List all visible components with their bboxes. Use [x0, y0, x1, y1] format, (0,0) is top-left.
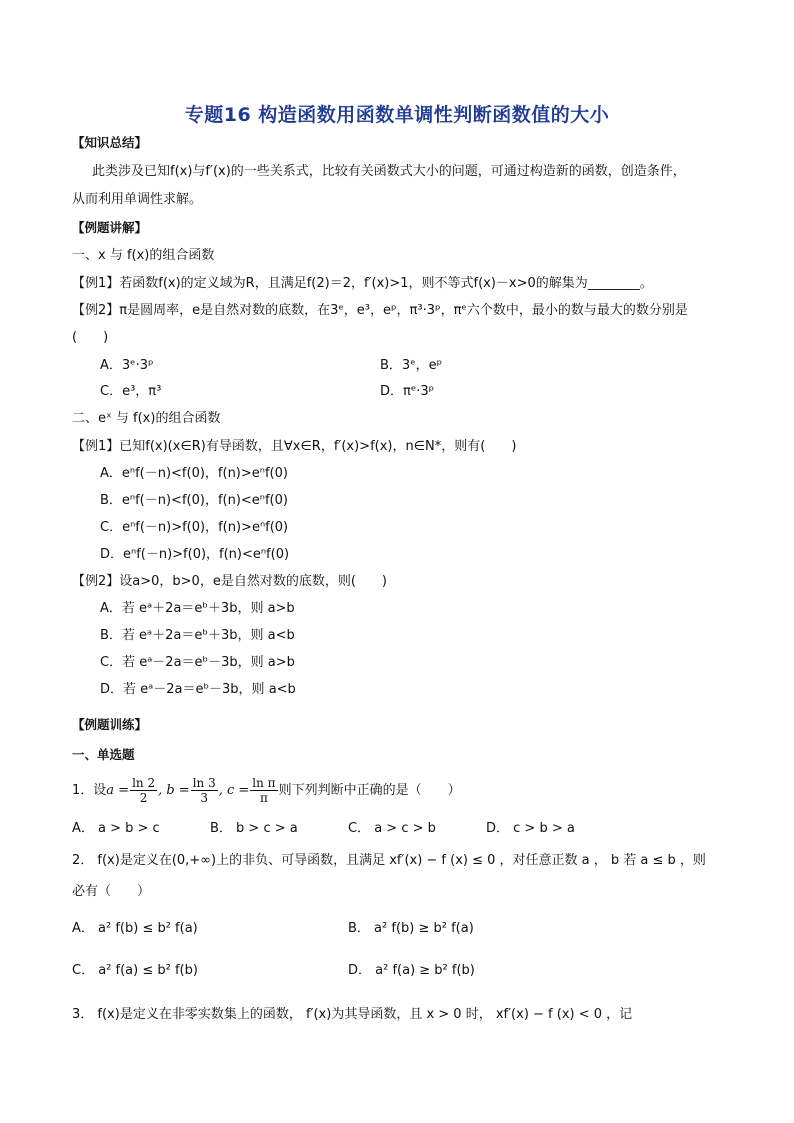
part2-example2: 【例2】设a>0，b>0，e是自然对数的底数，则( )	[72, 574, 387, 589]
q1-option-a: A． a > b > c	[72, 821, 160, 836]
question-2-line1: 2． f(x)是定义在(0,+∞)上的非负、可导函数，且满足 xf′(x) − f (x) ≤ 0 ，对任意正数 a ， b 若 a ≤ b ，则	[72, 853, 706, 868]
q1-option-c: C． a > c > b	[348, 821, 436, 836]
part2-example1: 【例1】已知f(x)(x∈R)有导函数，且∀x∈R，f′(x)>f(x)，n∈N*，则有( )	[72, 439, 517, 454]
single-choice-heading: 一、单选题	[72, 747, 135, 762]
part1-example2-line1: 【例2】π是圆周率，e是自然对数的底数，在3ᵉ，e³，eᵖ，π³·3ᵖ，πᵉ六个数中，最小的数与最大的数分别是	[72, 303, 688, 318]
part1-example1: 【例1】若函数f(x)的定义域为R，且满足f(2)＝2，f′(x)>1，则不等式f(x)－x>0的解集为________。	[72, 276, 653, 291]
part2-ex1-option-c: C．eⁿf(－n)>f(0)，f(n)>eⁿf(0)	[100, 520, 289, 535]
q1-b-label: , b =	[158, 783, 190, 798]
part2-ex2-option-c: C．若 eᵃ－2a＝eᵇ－3b，则 a>b	[100, 655, 295, 670]
part1-option-b: B．3ᵉ，eᵖ	[380, 358, 443, 373]
q1-b-numerator: ln 3	[192, 776, 216, 790]
page-title: 专题16 构造函数用函数单调性判断函数值的大小	[184, 104, 610, 126]
question-3-line1: 3． f(x)是定义在非零实数集上的函数， f′(x)为其导函数，且 x > 0 时， xf′(x) − f (x) < 0 ，记	[72, 1007, 633, 1022]
part2-heading: 二、eˣ 与 f(x)的组合函数	[72, 411, 221, 426]
q1-option-b: B． b > c > a	[210, 821, 298, 836]
question-2-line2: 必有（ ）	[72, 884, 151, 899]
training-heading: 【例题训练】	[72, 717, 148, 732]
q1-c-fraction	[250, 776, 277, 805]
q1-a-denominator: 2	[139, 791, 148, 805]
q1-c-label: , c =	[218, 783, 250, 798]
q1-b-fraction	[191, 776, 218, 805]
part1-example2-line2: ( )	[72, 330, 109, 345]
q1-a-label: a =	[106, 783, 130, 798]
question-1-stem	[72, 775, 461, 809]
part2-ex1-option-a: A．eⁿf(－n)<f(0)，f(n)>eⁿf(0)	[100, 466, 288, 481]
part1-option-d: D．πᵉ·3ᵖ	[380, 384, 435, 399]
q1-b-denominator: 3	[200, 791, 209, 805]
examples-heading: 【例题讲解】	[72, 220, 148, 235]
q1-suffix: 则下列判断中正确的是（ ）	[278, 783, 461, 798]
summary-text-line2: 从而利用单调性求解。	[72, 192, 203, 207]
summary-text-line1: 此类涉及已知f(x)与f′(x)的一些关系式，比较有关函数式大小的问题，可通过构造新的函数，创造条件，	[92, 164, 686, 179]
q1-a-numerator: ln 2	[132, 776, 156, 790]
part1-option-a: A．3ᵉ·3ᵖ	[100, 358, 154, 373]
summary-heading: 【知识总结】	[72, 135, 148, 150]
q2-option-d: D． a² f(a) ≥ b² f(b)	[348, 963, 475, 978]
q2-option-a: A． a² f(b) ≤ b² f(a)	[72, 921, 198, 936]
part1-option-c: C．e³，π³	[100, 384, 162, 399]
q2-option-c: C． a² f(a) ≤ b² f(b)	[72, 963, 198, 978]
q2-option-b: B． a² f(b) ≥ b² f(a)	[348, 921, 474, 936]
q1-option-d: D． c > b > a	[486, 821, 575, 836]
part2-ex2-option-b: B．若 eᵃ＋2a＝eᵇ＋3b，则 a<b	[100, 628, 295, 643]
q1-c-numerator: ln π	[252, 776, 276, 790]
q1-a-fraction	[130, 776, 157, 805]
part2-ex2-option-a: A．若 eᵃ＋2a＝eᵇ＋3b，则 a>b	[100, 601, 295, 616]
part2-ex1-option-d: D．eⁿf(－n)>f(0)，f(n)<eⁿf(0)	[100, 547, 290, 562]
part2-ex1-option-b: B．eⁿf(－n)<f(0)，f(n)<eⁿf(0)	[100, 493, 288, 508]
part1-heading: 一、x 与 f(x)的组合函数	[72, 248, 215, 263]
part2-ex2-option-d: D．若 eᵃ－2a＝eᵇ－3b，则 a<b	[100, 682, 296, 697]
q1-prefix: 1．设	[72, 783, 107, 798]
q1-c-denominator: π	[259, 791, 268, 805]
